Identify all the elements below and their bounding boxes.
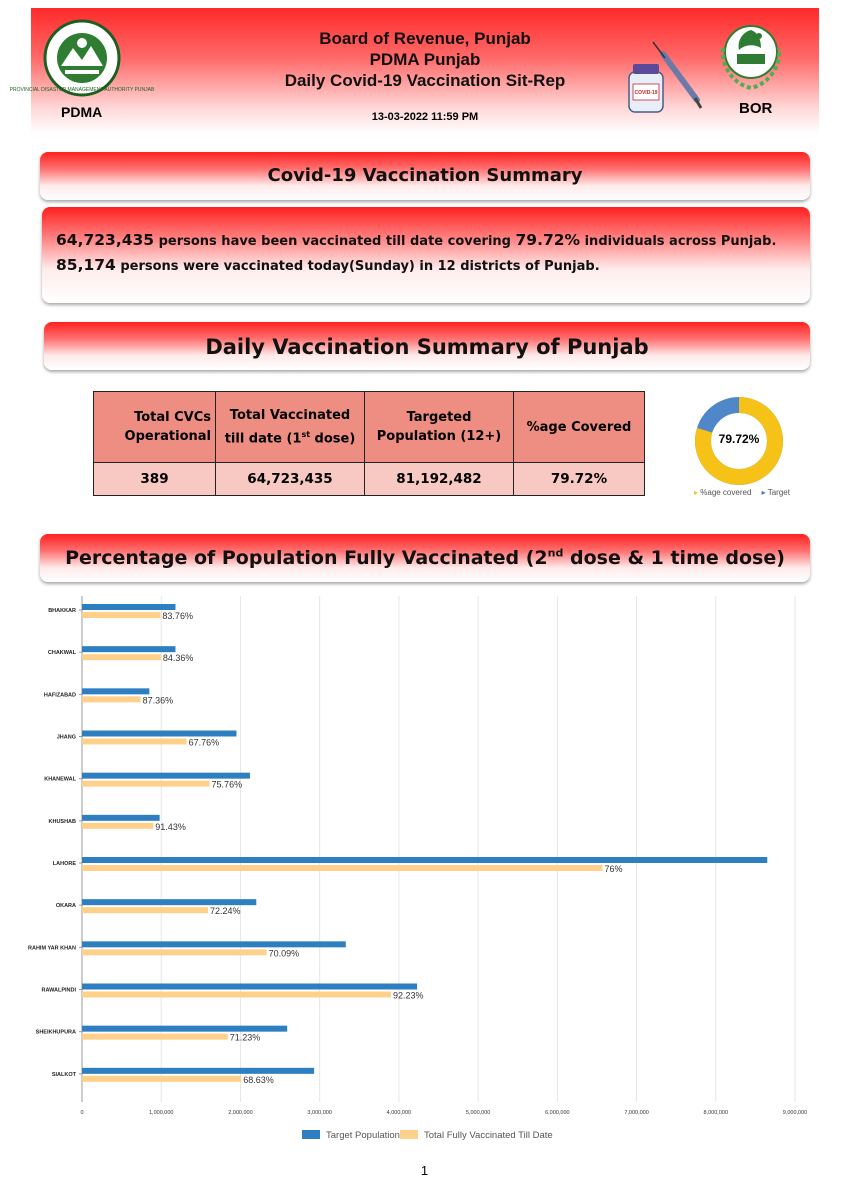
- category-label: KHANEWAL: [44, 776, 76, 783]
- vaccination-summary-banner: Covid-19 Vaccination Summary: [40, 152, 810, 200]
- bor-logo-icon: [715, 18, 787, 94]
- cell-targeted: 81,192,482: [365, 463, 514, 496]
- bar-target-population: [82, 1068, 314, 1074]
- summary-line-today: [56, 256, 600, 274]
- bar-fully-vaccinated: [82, 696, 141, 702]
- header-title-sitrep: Daily Covid-19 Vaccination Sit-Rep: [284, 71, 566, 90]
- header-title-pdma: PDMA Punjab: [369, 50, 481, 69]
- bar-target-population: [82, 815, 160, 821]
- fully-title-a: Percentage of Population Fully Vaccinated (2: [65, 547, 548, 569]
- summary-line-total: [56, 231, 776, 249]
- legend-vaccinated-swatch: [400, 1130, 418, 1139]
- x-tick-label: 4,000,000: [386, 1110, 412, 1116]
- summary-percent-value: 79.72%: [515, 231, 581, 249]
- bar-fully-vaccinated: [82, 865, 602, 871]
- daily-summary-banner: Daily Vaccination Summary of Punjab: [44, 322, 810, 370]
- summary-today-value: 85,174: [56, 256, 116, 274]
- bar-fully-vaccinated: [82, 1076, 241, 1082]
- header-targeted-population: [365, 392, 514, 463]
- x-tick-label: 3,000,000: [307, 1110, 332, 1116]
- district-vaccination-bar-chart: [20, 590, 820, 1150]
- header-targeted-b: Population (12+): [376, 429, 502, 444]
- vaccine-vial-label: COVID-19: [634, 90, 658, 96]
- cell-total-vaccinated: 64,723,435: [216, 463, 365, 496]
- data-label: 75.76%: [211, 779, 243, 790]
- x-tick-label: 5,000,000: [465, 1110, 491, 1116]
- bar-target-population: [82, 604, 175, 610]
- x-tick-label: 6,000,000: [545, 1110, 570, 1116]
- bar-fully-vaccinated: [82, 992, 391, 998]
- bar-fully-vaccinated: [82, 823, 153, 829]
- vaccination-summary-box: [42, 207, 810, 303]
- legend-target-swatch: [302, 1130, 320, 1139]
- category-label: HAFIZABAD: [43, 692, 76, 699]
- data-label: 70.09%: [268, 948, 300, 959]
- x-tick-label: 7,000,000: [624, 1110, 649, 1116]
- data-label: 84.36%: [162, 653, 194, 664]
- category-label: SHEIKHUPURA: [35, 1029, 76, 1036]
- legend-target-label: Target: [767, 488, 790, 497]
- bar-target-population: [82, 731, 236, 737]
- x-tick-label: 0: [80, 1110, 84, 1116]
- summary-total-text: persons have been vaccinated till date covering: [154, 234, 516, 249]
- category-label: BHAKKAR: [48, 608, 76, 614]
- legend-covered-label: %age covered: [700, 488, 752, 497]
- data-label: 67.76%: [188, 737, 220, 748]
- bar-fully-vaccinated: [82, 781, 210, 787]
- fully-title-b: dose & 1 time dose): [563, 547, 785, 569]
- donut-legend: [694, 488, 790, 497]
- header-total-cvcs-a: Total CVCs: [134, 410, 211, 425]
- header-total-vaccinated: [216, 392, 365, 463]
- table-header-row: [94, 392, 645, 463]
- header-total-vaccinated-sup: st: [301, 429, 311, 439]
- legend-target-marker-icon: ▸: [761, 488, 766, 497]
- report-header: [9, 8, 819, 134]
- header-total-vaccinated-b: till date (1: [224, 431, 302, 447]
- table-row: [94, 463, 645, 496]
- header-percent-covered: %age Covered: [514, 392, 645, 463]
- header-total-vaccinated-a: Total Vaccinated: [229, 407, 351, 423]
- cell-percent: 79.72%: [514, 463, 645, 496]
- data-label: 87.36%: [142, 695, 174, 706]
- header-total-vaccinated-c: dose): [310, 431, 356, 447]
- category-label: JHANG: [56, 734, 76, 741]
- pdma-logo-ring-text: PROVINCIAL DISASTER MANAGEMENT AUTHORITY PUNJAB: [9, 87, 155, 93]
- bar-fully-vaccinated: [82, 739, 187, 745]
- data-label: 76%: [604, 864, 623, 874]
- daily-summary-table: [93, 391, 645, 496]
- bar-fully-vaccinated: [82, 612, 160, 618]
- header-total-cvcs-b: Operational: [124, 429, 211, 444]
- bar-target-population: [82, 899, 256, 905]
- category-label: OKARA: [55, 903, 76, 910]
- x-tick-label: 8,000,000: [703, 1110, 729, 1116]
- bar-target-population: [82, 1026, 287, 1032]
- bor-label: BOR: [739, 100, 773, 117]
- bar-target-population: [82, 941, 346, 947]
- x-tick-label: 1,000,000: [148, 1110, 174, 1116]
- category-label: SIALKOT: [51, 1071, 76, 1078]
- pdma-label: PDMA: [61, 104, 103, 120]
- report-datetime: 13-03-2022 11:59 PM: [371, 111, 479, 123]
- legend-covered-marker-icon: ▸: [694, 488, 699, 497]
- bar-fully-vaccinated: [82, 949, 267, 955]
- bar-target-population: [82, 984, 417, 990]
- bar-fully-vaccinated: [82, 907, 208, 913]
- page-number: 1: [420, 1163, 429, 1178]
- category-label: CHAKWAL: [47, 650, 76, 657]
- bar-target-population: [82, 646, 175, 652]
- summary-total-value: 64,723,435: [56, 231, 155, 249]
- cell-cvcs: 389: [94, 463, 216, 496]
- category-label: LAHORE: [52, 861, 76, 867]
- header-title-board: Board of Revenue, Punjab: [319, 29, 531, 48]
- x-tick-label: 9,000,000: [782, 1110, 808, 1116]
- summary-total-text-end: individuals across Punjab.: [580, 234, 777, 249]
- donut-center-label: 79.72%: [718, 432, 760, 446]
- bar-target-population: [82, 773, 250, 779]
- category-label: RAHIM YAR KHAN: [28, 945, 76, 952]
- bar-fully-vaccinated: [82, 1034, 228, 1040]
- fully-title-sup: nd: [547, 546, 564, 560]
- data-label: 83.76%: [162, 611, 193, 621]
- vaccine-vial-icon: [623, 38, 703, 118]
- header-targeted-a: Targeted: [406, 410, 472, 425]
- category-label: KHUSHAB: [48, 818, 76, 825]
- header-total-cvcs: [94, 392, 216, 463]
- x-tick-label: 2,000,000: [228, 1110, 253, 1116]
- bar-fully-vaccinated: [82, 654, 161, 660]
- bar-target-population: [82, 688, 149, 694]
- data-label: 72.24%: [209, 906, 241, 917]
- summary-today-text: persons were vaccinated today(Sunday) in 12 districts of Punjab.: [115, 259, 600, 274]
- fully-vaccinated-banner: [40, 534, 810, 582]
- data-label: 68.63%: [243, 1074, 274, 1085]
- category-label: RAWALPINDI: [41, 987, 76, 994]
- data-label: 71.23%: [229, 1032, 261, 1043]
- legend-vaccinated-label: Total Fully Vaccinated Till Date: [424, 1130, 553, 1141]
- data-label: 91.43%: [155, 821, 186, 832]
- legend-target-label: Target Population: [326, 1130, 400, 1141]
- data-label: 92.23%: [392, 990, 424, 1001]
- bar-target-population: [82, 857, 767, 863]
